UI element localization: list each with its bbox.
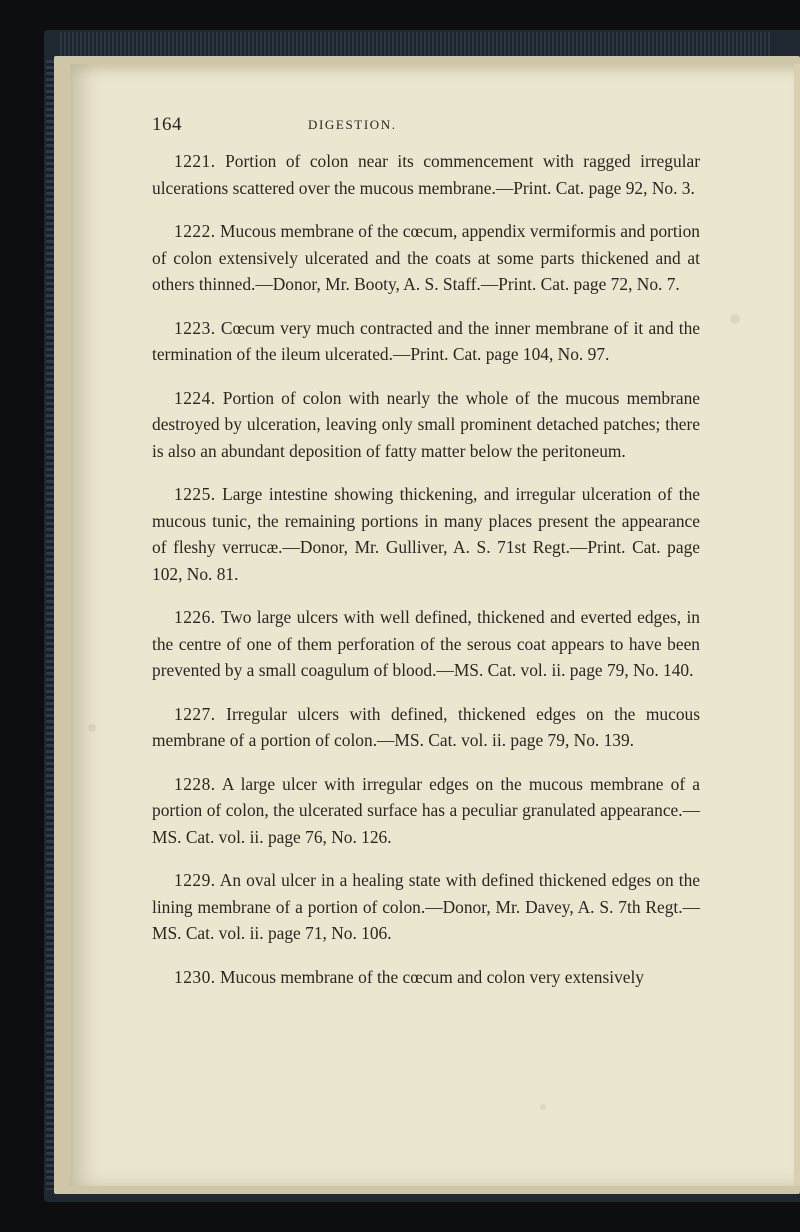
paper-stain <box>88 724 96 732</box>
paper-stain <box>540 1104 546 1110</box>
catalogue-entry-1222 <box>152 218 700 298</box>
catalogue-entry-1224 <box>152 385 700 465</box>
entry-number: 1230. <box>174 966 216 987</box>
entry-number: 1226. <box>174 607 216 627</box>
entry-text: A large ulcer with irregular edges on the mucous membrane of a portion of colon, the ulcerated surface has a peculiar granulated appearance.—MS. Cat. vol. ii. page 76, No. 126. <box>152 773 700 847</box>
catalogue-entry-1221 <box>152 148 700 201</box>
entry-text: Cœcum very much contracted and the inner membrane of it and the termination of the ileum ulcerated.—Print. Cat. page 104, No. 97. <box>152 317 700 364</box>
page-number: 164 <box>152 114 182 135</box>
catalogue-entry-1223 <box>152 315 700 368</box>
entry-text: Mucous membrane of the cœcum and colon very extensively <box>220 966 645 987</box>
catalogue-entry-1225 <box>152 481 700 587</box>
entry-text: Portion of colon with nearly the whole of the mucous membrane destroyed by ulceration, leaving only small prominent detached patches; there is also an abundant deposition of fatty matter below the peritoneum. <box>152 387 700 461</box>
entry-text: An oval ulcer in a healing state with defined thickened edges on the lining membrane of a portion of colon.—Donor, Mr. Davey, A. S. 7th Regt.—MS. Cat. vol. ii. page 71, No. 106. <box>152 870 701 943</box>
page-right-edge <box>794 64 800 1186</box>
entry-number: 1224. <box>174 387 216 408</box>
entry-text: Two large ulcers with well defined, thickened and everted edges, in the centre of one of them perforation of the serous coat appears to have been prevented by a small coagulum of blood.—MS. Cat. vol. ii. page 79, No. 140. <box>152 607 700 680</box>
entry-text: Portion of colon near its commencement with ragged irregular ulcerations scattered over the mucous membrane.—Print. Cat. page 92, No. 3. <box>152 151 700 198</box>
entry-number: 1223. <box>174 317 216 338</box>
entry-number: 1228. <box>174 773 216 794</box>
catalogue-entry-1228 <box>152 771 700 851</box>
catalogue-entry-1226 <box>152 604 700 684</box>
entry-number: 1225. <box>174 484 216 504</box>
paper-stain <box>730 314 740 324</box>
catalogue-entry-1227 <box>152 701 700 754</box>
entry-number: 1221. <box>174 151 216 171</box>
entry-text: Irregular ulcers with defined, thickened edges on the mucous membrane of a portion of colon.—MS. Cat. vol. ii. page 79, No. 139. <box>152 703 700 750</box>
entry-number: 1229. <box>174 870 216 890</box>
entry-number: 1227. <box>174 703 216 724</box>
entry-number: 1222. <box>174 221 216 241</box>
entry-text: Large intestine showing thickening, and irregular ulceration of the mucous tunic, the remaining portions in many places present the appearance of fleshy verrucæ.—Donor, Mr. Gulliver, A. S. 71st Regt.—Print. Cat. page 102, No. 81. <box>152 484 700 584</box>
book-cover-top-edge <box>60 32 770 56</box>
page-header <box>152 114 612 138</box>
running-head: DIGESTION. <box>308 117 397 132</box>
catalogue-entry-1229 <box>152 867 700 947</box>
catalogue-entry-1230 <box>152 964 700 991</box>
page-body <box>152 148 700 990</box>
entry-text: Mucous membrane of the cœcum, appendix vermiformis and portion of colon extensively ulcerated and the coats at some parts thickened and at others thinned.—Donor, Mr. Booty, A. S. Staff.—Print. Cat. page 72, No. 7. <box>152 221 700 294</box>
